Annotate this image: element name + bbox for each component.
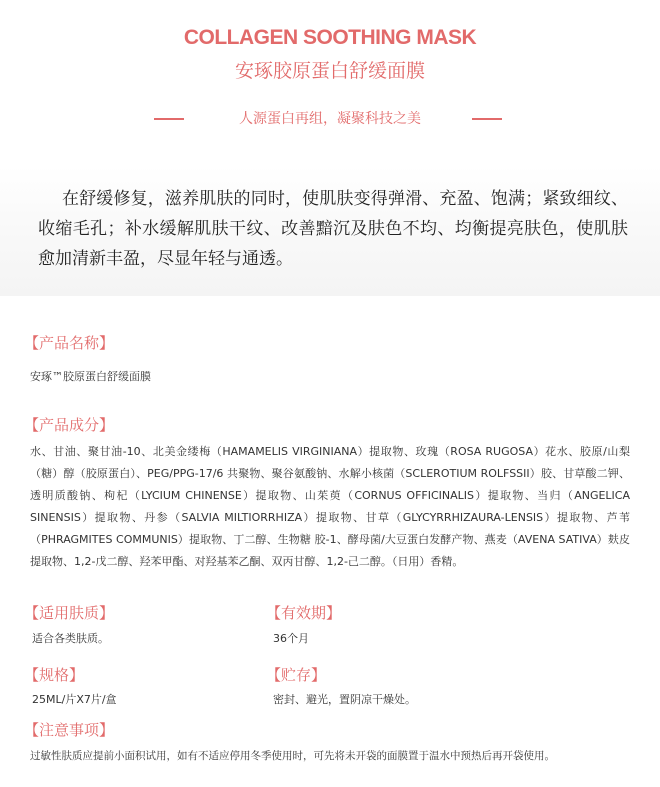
product-name-value: 安琢™胶原蛋白舒缓面膜 bbox=[30, 370, 151, 383]
title-chinese: 安琢胶原蛋白舒缓面膜 bbox=[234, 60, 425, 82]
skin-type-heading: 【适用肤质】 bbox=[24, 604, 115, 622]
storage-heading: 【贮存】 bbox=[266, 666, 327, 684]
tagline-row bbox=[0, 106, 660, 132]
spec-heading: 【规格】 bbox=[24, 666, 85, 684]
title-english: COLLAGEN SOOTHING MASK bbox=[183, 26, 477, 49]
skin-type-value: 适合各类肤质。 bbox=[32, 632, 109, 645]
ingredients-value: 水、甘油、聚甘油-10、北美金缕梅（HAMAMELIS VIRGINIANA）提取物、玫瑰（ROSA RUGOSA）花水、胶原/山梨（糖）醇（胶原蛋白）、PEG/PPG-17/6 共聚物、聚谷氨酸钠、水解小核菌（SCLEROTIUM ROLFSSII）胶、甘草酸二钾、透明质酸钠、枸杞（LYCIUM CHINENSE）提取物、山茱萸（CORNUS OFFICINALIS）提取物、当归（ANGELICA SINENSIS）提取物、丹参（SALVIA MILTIORRHIZA）提取物、甘草（GLYCYRRHIZAURA-LENSIS）提取物、芦苇（PHRAGMITES COMMUNIS）提取物、丁二醇、生物糖 胶-1、酵母菌/大豆蛋白发酵产物、燕麦（AVENA SATIVA）麸皮提取物、1,2-戊二醇、羟苯甲酯、对羟基苯乙酮、双丙甘醇、1,2-己二醇。（日用）香精。 bbox=[30, 445, 630, 568]
product-name-heading: 【产品名称】 bbox=[24, 334, 115, 352]
storage-value: 密封、避光，置阴凉干燥处。 bbox=[273, 693, 416, 706]
intro-paragraph: 在舒缓修复，滋养肌肤的同时，使肌肤变得弹滑、充盈、饱满；紧致细纹、收缩毛孔；补水缓解肌肤干纹、改善黯沉及肤色不均、均衡提亮肤色，使肌肤愈加清新丰盈，尽显年轻与通透。 bbox=[38, 189, 628, 269]
notes-value: 过敏性肤质应提前小面积试用，如有不适应停用冬季使用时，可先将未开袋的面膜置于温水中预热后再开袋使用。 bbox=[30, 750, 555, 762]
shelf-life-heading: 【有效期】 bbox=[266, 604, 342, 622]
ingredients-heading: 【产品成分】 bbox=[24, 416, 115, 434]
notes-heading: 【注意事项】 bbox=[24, 721, 115, 739]
tagline: 人源蛋白再组，凝聚科技之美 bbox=[239, 111, 421, 127]
spec-value: 25ML/片X7片/盒 bbox=[32, 693, 117, 706]
shelf-life-value: 36个月 bbox=[273, 632, 309, 645]
tagline-divider-right bbox=[472, 118, 502, 120]
